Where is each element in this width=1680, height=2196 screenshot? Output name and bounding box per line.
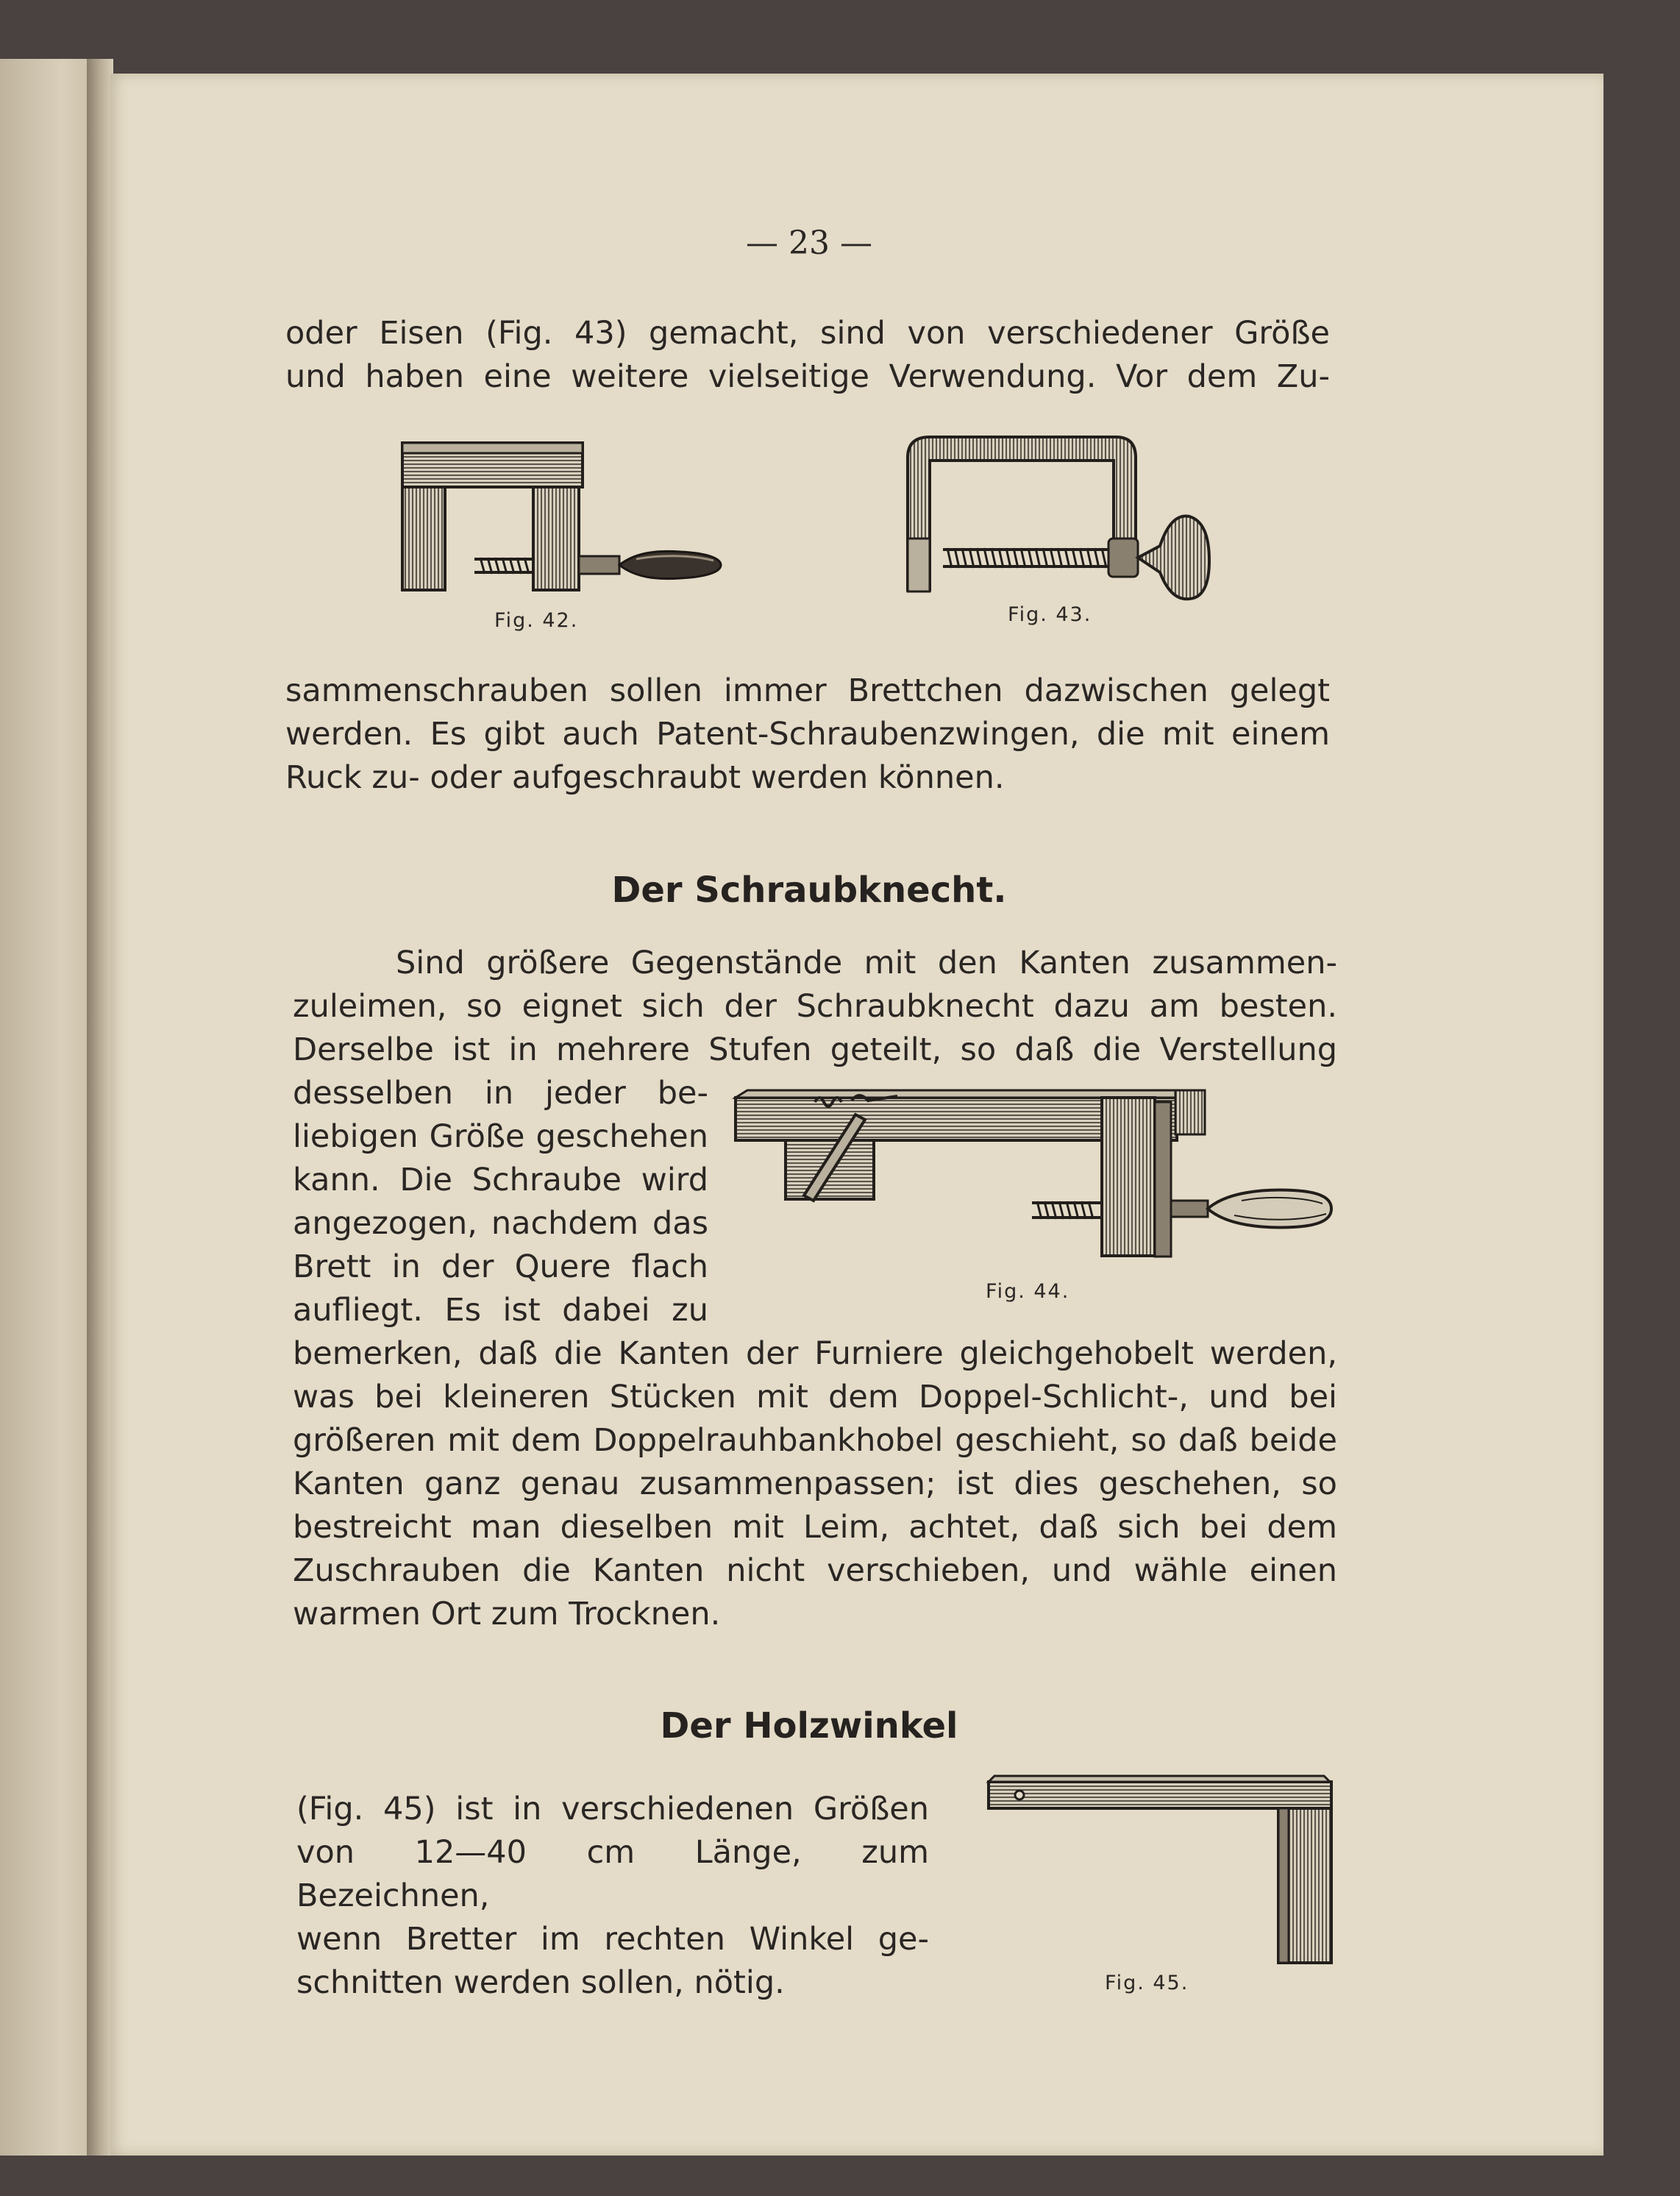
- fig-42-caption: Fig. 42.: [494, 609, 579, 632]
- paragraph-1: [285, 312, 1330, 399]
- fig-45-caption: Fig. 45.: [1105, 1972, 1189, 1994]
- fig-43-iron-clamp-illustration: [906, 436, 1215, 599]
- text-line: Ruck zu- oder aufgeschraubt werden können.: [285, 759, 1005, 796]
- text-line: aufliegt. Es ist dabei zu: [293, 1292, 708, 1329]
- text-line: (Fig. 45) ist in verschiedenen Größen: [296, 1791, 929, 1827]
- text-line: bestreicht man dieselben mit Leim, achtet, daß sich bei dem: [293, 1509, 1337, 1546]
- paragraph-4: [296, 1788, 929, 2005]
- text-line: schnitten werden sollen, nötig.: [296, 1964, 785, 2001]
- text-line: warmen Ort zum Trocknen.: [293, 1596, 721, 1632]
- text-line: liebigen Größe geschehen: [293, 1118, 708, 1155]
- book-gutter: [87, 59, 113, 2156]
- section-heading-holzwinkel: Der Holzwinkel: [660, 1705, 958, 1747]
- text-line: Zuschrauben die Kanten nicht verschieben, und wähle einen: [293, 1552, 1337, 1589]
- paragraph-3-intro: [293, 942, 1337, 1072]
- fig-43-caption: Fig. 43.: [1008, 603, 1092, 626]
- fig-42-wood-clamp-illustration: [401, 441, 725, 600]
- text-line: angezogen, nachdem das: [293, 1205, 708, 1242]
- text-line: oder Eisen (Fig. 43) gemacht, sind von verschiedener Größe: [285, 315, 1330, 352]
- section-heading-schraubknecht: Der Schraubknecht.: [611, 870, 1007, 911]
- text-line: Brett in der Quere flach: [293, 1248, 708, 1285]
- fig-44-caption: Fig. 44.: [986, 1280, 1070, 1303]
- paragraph-2: [285, 669, 1330, 800]
- text-line: kann. Die Schraube wird: [293, 1162, 708, 1198]
- text-line: werden. Es gibt auch Patent-Schraubenzwingen, die mit einem: [285, 716, 1330, 753]
- text-line: wenn Bretter im rechten Winkel ge-: [296, 1921, 929, 1958]
- text-line: Sind größere Gegenstände mit den Kanten zusammen-: [396, 945, 1337, 981]
- text-line: zuleimen, so eignet sich der Schraubknecht dazu am besten.: [293, 988, 1337, 1025]
- text-line: bemerken, daß die Kanten der Furniere gleichgehobelt werden,: [293, 1335, 1337, 1372]
- page-number: — 23 —: [746, 224, 872, 262]
- text-line: und haben eine weitere vielseitige Verwendung. Vor dem Zu-: [285, 358, 1330, 395]
- text-line: Kanten ganz genau zusammenpassen; ist dies geschehen, so: [293, 1465, 1337, 1502]
- text-line: sammenschrauben sollen immer Brettchen dazwischen gelegt: [285, 672, 1330, 709]
- text-line: desselben in jeder be-: [293, 1075, 708, 1112]
- fig-44-bench-clamp-illustration: [734, 1089, 1334, 1265]
- paragraph-3-narrow: [293, 1072, 708, 1332]
- text-line: von 12—40 cm Länge, zum Bezeichnen,: [296, 1834, 929, 1914]
- paragraph-3-rest: [293, 1332, 1337, 1636]
- text-line: größeren mit dem Doppelrauhbankhobel geschieht, so daß beide: [293, 1422, 1337, 1459]
- fig-45-try-square-illustration: [987, 1774, 1333, 1966]
- text-line: Derselbe ist in mehrere Stufen geteilt, so daß die Verstellung: [293, 1031, 1337, 1068]
- text-line: was bei kleineren Stücken mit dem Doppel-Schlicht-, und bei: [293, 1379, 1337, 1415]
